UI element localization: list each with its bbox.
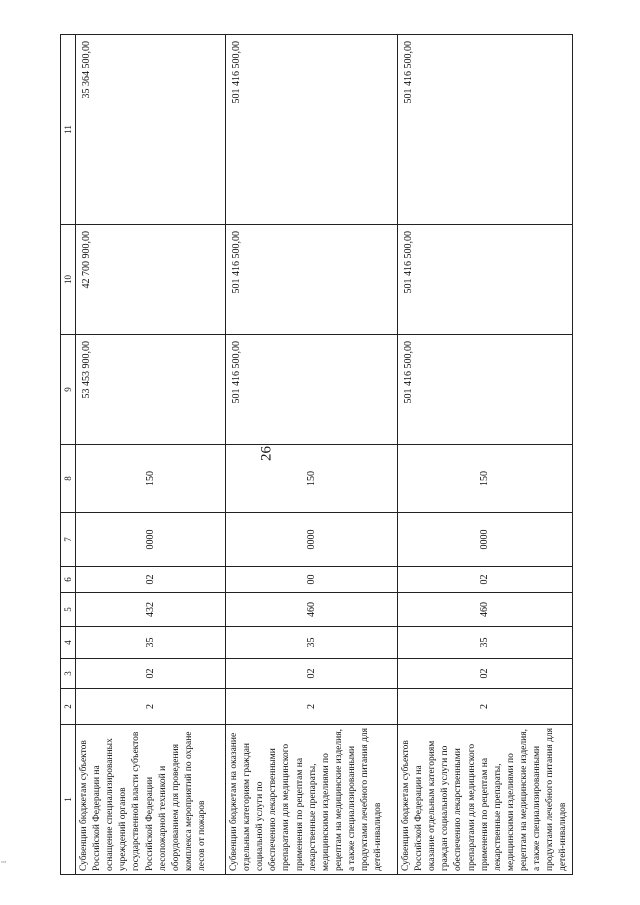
budget-table-container [60, 35, 569, 875]
cell-amount: 501 416 500,00 [226, 225, 398, 335]
header-cell: 1 [61, 725, 76, 875]
table-row [76, 35, 226, 875]
cell-code: 150 [398, 445, 573, 513]
cell-code: 460 [226, 593, 398, 627]
header-cell: 6 [61, 567, 76, 593]
header-cell: 5 [61, 593, 76, 627]
header-row [61, 35, 76, 875]
header-cell: 9 [61, 335, 76, 445]
cell-code: 432 [76, 593, 226, 627]
page-number: 26 [258, 446, 275, 461]
cell-code: 2 [398, 689, 573, 725]
row-description: Субвенции бюджетам на оказание отдельным категориям граждан социальной услуги по обеспечению лекарственными препаратами для медицинского применения по рецептам на лекарственные препараты, медицинскими изделиями по рецептам на медицинские изделия, а также специализированными продуктами лечебного питания для детей-инвалидов [226, 725, 398, 875]
cell-code: 35 [226, 627, 398, 659]
cell-code: 35 [76, 627, 226, 659]
table-row [226, 35, 398, 875]
budget-table [60, 34, 573, 875]
header-cell: 11 [61, 35, 76, 225]
row-description: Субвенции бюджетам субъектов Российской Федерации на оказание отдельным категориям граждан социальной услуги по обеспечению лекарственными препаратами для медицинского применения по рецептам на лекарственные препараты, медицинскими изделиями по рецептам на медицинские изделия, а также специализированными продуктами лечебного питания для детей-инвалидов [398, 725, 573, 875]
cell-code: 0000 [226, 513, 398, 567]
header-cell: 3 [61, 659, 76, 689]
side-mark: 1 [0, 860, 8, 864]
cell-code: 02 [398, 659, 573, 689]
cell-code: 02 [398, 567, 573, 593]
cell-code: 150 [226, 445, 398, 513]
cell-code: 02 [226, 659, 398, 689]
cell-amount: 35 364 500,00 [76, 35, 226, 225]
cell-code: 02 [76, 659, 226, 689]
cell-code: 00 [226, 567, 398, 593]
cell-code: 2 [226, 689, 398, 725]
cell-amount: 501 416 500,00 [398, 335, 573, 445]
header-cell: 2 [61, 689, 76, 725]
header-cell: 7 [61, 513, 76, 567]
cell-amount: 501 416 500,00 [398, 35, 573, 225]
row-description: Субвенции бюджетам субъектов Российской Федерации на оснащение специализированных учреждений органов государственной власти субъектов Российской Федерации лесопожарной техникой и оборудованием для проведения комплекса мероприятий по охране лесов от пожаров [76, 725, 226, 875]
cell-code: 150 [76, 445, 226, 513]
cell-amount: 53 453 900,00 [76, 335, 226, 445]
cell-amount: 501 416 500,00 [226, 35, 398, 225]
header-cell: 8 [61, 445, 76, 513]
cell-code: 35 [398, 627, 573, 659]
cell-amount: 501 416 500,00 [398, 225, 573, 335]
cell-code: 2 [76, 689, 226, 725]
cell-code: 02 [76, 567, 226, 593]
cell-code: 0000 [398, 513, 573, 567]
cell-code: 460 [398, 593, 573, 627]
cell-code: 0000 [76, 513, 226, 567]
header-cell: 10 [61, 225, 76, 335]
table-row [398, 35, 573, 875]
cell-amount: 42 700 900,00 [76, 225, 226, 335]
cell-amount: 501 416 500,00 [226, 335, 398, 445]
header-cell: 4 [61, 627, 76, 659]
